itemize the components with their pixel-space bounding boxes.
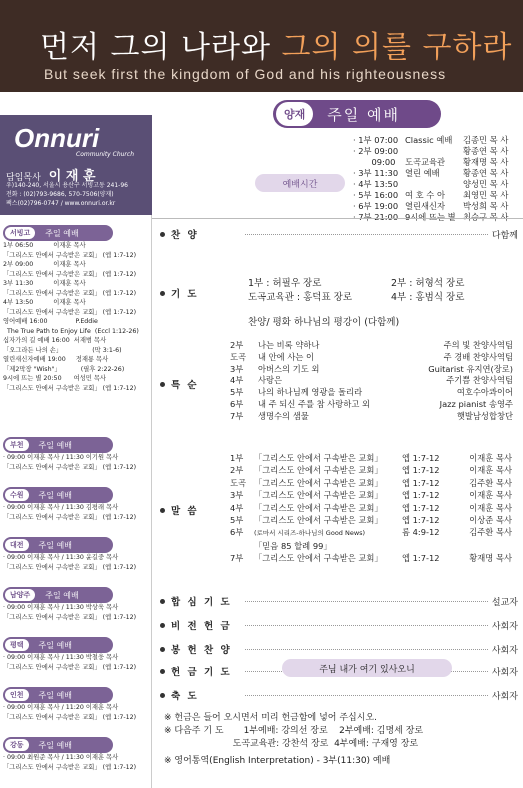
campus-line: 9시에 뜨는 별 20:50 여성민 목사 [3, 375, 106, 382]
campus-name: 평택 [5, 639, 29, 651]
bullet-icon [160, 232, 165, 237]
order-offering-vision: 비 전 헌 금 사회자 [160, 618, 518, 632]
campus-header [3, 225, 113, 241]
service-title: 주일 예배 [327, 105, 400, 124]
campus-header [3, 687, 113, 703]
church-address: 우)140-240, 서울시 용산구 서빙고동 241-96 전화 : (02)793-9686, 570-7506(양재) 팩스(02)796-0747 / www.onnuri.or.kr [6, 182, 128, 207]
campus-line: 3부 11:30 이재훈 목사 [3, 280, 86, 287]
campus-line: 「그리스도 안에서 구속받은 교회」 (엡 1:7-12) [3, 270, 137, 278]
order-prayer: 기 도 [160, 286, 240, 300]
special-row: 7부 생명수의 샘물 햇발남성합창단 [230, 410, 513, 421]
campus-sidebar [0, 115, 152, 788]
banner-title: 먼저 그의 나라와 그의 의를 구하라 [40, 30, 513, 65]
campus-name: 강동 [5, 739, 29, 751]
campus-service-title: 주일 예배 [38, 690, 72, 700]
campus-tag: 양재 [276, 102, 313, 126]
church-brand [0, 115, 152, 215]
church-logo: Onnuri [14, 123, 100, 153]
sermon-row: 7부 「그리스도 안에서 구속받은 교회」 엡 1:7-12 황재명 목사 [230, 553, 512, 564]
sermon-row: 3부 「그리스도 안에서 구속받은 교회」 엡 1:7-12 이재훈 목사 [230, 490, 512, 501]
sermon-row: 2부 「그리스도 안에서 구속받은 교회」 엡 1:7-12 이재훈 목사 [230, 465, 512, 476]
campus-block [3, 487, 149, 522]
campus-service-title: 주일 예배 [38, 440, 72, 450]
special-row: 4부 사랑은 주기쁨 찬양사역팀 [230, 375, 513, 386]
bullet-icon [160, 669, 165, 674]
sermon-row: 1부 「그리스도 안에서 구속받은 교회」 엡 1:7-12 이재훈 목사 [230, 453, 512, 463]
campus-line: 「그리스도 안에서 구속받은 교회」 (엡 1:7-12) [3, 563, 137, 571]
special-music [230, 340, 515, 423]
order-joint-prayer: 합 심 기 도 설교자 [160, 594, 518, 608]
campus-line: 「그리스도 안에서 구속받은 교회」 (엡 1:7-12) [3, 289, 137, 297]
campus-block [3, 637, 149, 672]
campus-line: 「그리스도 안에서 구속받은 교회」 (엡 1:7-12) [3, 308, 137, 316]
campus-service-title: 주일 예배 [45, 590, 79, 600]
campus-line: 「그리스도 안에서 구속받은 교회」 (엡 1:7-12) [3, 463, 137, 471]
special-row: 5부 나의 하나님께 영광을 돌리라 여호수아콰이어 [230, 387, 513, 398]
campus-line: 열린새신자예배 19:00 정재룡 목사 [3, 356, 109, 363]
campus-line: 「그리스도 안에서 구속받은 교회」 (엡 1:7-12) [3, 513, 137, 521]
service-time-row: · 6부 19:00 열린새신자 박성희 목 사 [353, 201, 509, 211]
order-blessing: 축 도 사회자 [160, 688, 518, 702]
campus-line: The True Path to Enjoy Life (Eccl 1:12-26) [3, 327, 139, 335]
campus-service-title: 주일 예배 [38, 490, 72, 500]
notice-next-prayer: ※ 다음주 기 도 1부예배: 강의선 장로 2부예배: 김명세 장로 [164, 726, 424, 736]
service-time-row: · 7부 21:00 9시에 뜨는 별 최승구 목 사 [353, 212, 509, 222]
order-service-hymn: 봉 헌 찬 양 사회자 [160, 642, 518, 656]
bullet-icon [160, 291, 165, 296]
campus-service-title: 주일 예배 [45, 228, 79, 238]
banner-subtitle: But seek first the kingdom of God and his righteousness [44, 66, 447, 82]
campus-line: 1부 06:50 이재훈 목사 [3, 242, 86, 249]
special-row: 6부 내 주 되신 주를 참 사랑하고 외 Jazz pianist 송영주 [230, 398, 513, 409]
campus-header [3, 437, 113, 453]
order-sermon: 말 씀 [160, 503, 240, 517]
campus-line: · 09:00 이재훈 목사 / 11:30 박철웅 목사 [3, 654, 119, 661]
campus-block [3, 587, 149, 622]
prayer-hymn: 찬양/ 평화 하나님의 평강이 (다함께) [248, 317, 400, 328]
campus-line: · 09:00 이재훈 목사 / 11:30 이기원 목사 [3, 454, 119, 461]
campus-line: 「그리스도 안에서 구속받은 교회」 (엡 1:7-12) [3, 384, 137, 392]
campus-name: 인천 [5, 689, 29, 701]
service-time-row: 09:00 도곡교육관 황재명 목 사 [353, 157, 509, 167]
bullet-icon [160, 382, 165, 387]
notice-offering: ※ 헌금은 들어 오시면서 미리 헌금함에 넣어 주십시오. [164, 713, 378, 723]
campus-header [3, 487, 113, 503]
special-row: 도곡 내 안에 사는 이 주 경배 찬양사역팀 [230, 351, 513, 362]
service-times [353, 135, 513, 223]
service-time-row: · 3부 11:30 열린 예배 황종연 목 사 [353, 168, 509, 178]
prayer-leaders: 1부 : 허필우 장로 2부 : 허형석 장로 도곡교육관 : 홍덕표 장로 4부 : 홍범식 장로 [248, 278, 465, 303]
notice-interpretation: ※ 영어통역(English Interpretation) - 3부(11:30) 예배 [164, 756, 391, 766]
campus-block [3, 737, 149, 772]
sermon-row: 도곡 「그리스도 안에서 구속받은 교회」 엡 1:7-12 김주환 목사 [230, 477, 512, 488]
service-time-row: · 5부 16:00 여 호 수 아 최영민 목 사 [353, 190, 509, 200]
campus-service-title: 주일 예배 [38, 740, 72, 750]
campus-block [3, 437, 149, 472]
notice-next-prayer-2: 도곡교육관: 강찬석 장로 4부예배: 구재영 장로 [164, 739, 419, 749]
campus-line: 4부 13:50 이재훈 목사 [3, 299, 86, 306]
order-offering-prayer: 헌 금 기 도 사회자 [160, 664, 518, 678]
campus-line: · 09:00 이재훈 목사 / 11:30 김평래 목사 [3, 504, 119, 511]
bullet-icon [160, 508, 165, 513]
campus-header [3, 587, 113, 603]
campus-line: · 09:00 이재훈 목사 / 11:30 윤길중 목사 [3, 554, 119, 561]
service-times-label: 예배시간 [255, 174, 345, 192]
service-time-row: · 1부 07:00 Classic 예배 김종민 목 사 [353, 135, 509, 145]
special-row: 2부 나는 비록 약하나 주의 빛 찬양사역팀 [230, 340, 513, 350]
campus-line: · 09:00 최원준 목사 / 11:30 이재훈 목사 [3, 754, 119, 761]
campus-line: 「그리스도 안에서 구속받은 교회」 (엡 1:7-12) [3, 613, 137, 621]
sermon-row: 6부 (로마서 시리즈-하나님의 Good News) 롬 4:9-12 김주환 목사 [230, 527, 512, 538]
campus-block [3, 225, 149, 393]
campus-name: 대전 [5, 539, 29, 551]
special-row: 3부 아버스의 기도 외 Guitarist 유지연(장로) [230, 363, 513, 374]
campus-header [3, 637, 113, 653]
campus-line: 2부 09:00 이재훈 목사 [3, 261, 86, 268]
campus-block [3, 537, 149, 572]
campus-line: 「그리스도 안에서 구속받은 교회」 (엡 1:7-12) [3, 713, 137, 721]
service-title-pill [273, 100, 441, 128]
campus-line: 「그리스도 안에서 구속받은 교회」 (엡 1:7-12) [3, 763, 137, 771]
campus-name: 서빙고 [5, 227, 35, 239]
senior-pastor: 담임목사 이 재 훈 [6, 169, 96, 184]
campus-block [3, 687, 149, 722]
sermon-row: 5부 「그리스도 안에서 구속받은 교회」 엡 1:7-12 이상준 목사 [230, 515, 512, 526]
order-special: 특 순 [160, 377, 240, 391]
campus-line: 영어예배 16:00 P.Eddie [3, 318, 98, 325]
sermon-row: 「믿음 85 할례 99」 [254, 540, 332, 551]
offering-hymn-pill: 주님 내가 여기 있사오니 [282, 659, 452, 677]
bullet-icon [160, 647, 165, 652]
order-chant: 찬 양 다함께 [160, 227, 518, 241]
campus-name: 수원 [5, 489, 29, 501]
campus-header [3, 737, 113, 753]
campus-name: 남양주 [5, 589, 35, 601]
notices [164, 712, 423, 768]
service-time-row: · 2부 09:00 황종연 목 사 [353, 146, 509, 156]
bullet-icon [160, 623, 165, 628]
campus-header [3, 537, 113, 553]
sermon-row: 4부 「그리스도 안에서 구속받은 교회」 엡 1:7-12 이재훈 목사 [230, 502, 512, 513]
sermon-list [230, 452, 515, 565]
church-logo-sub: Community Church [76, 151, 134, 158]
campus-line: · 09:00 이재훈 목사 / 11:30 박상욱 목사 [3, 604, 119, 611]
bullet-icon [160, 599, 165, 604]
campus-line: 「오그라든 나의 손」 (막 3:1-6) [3, 346, 122, 354]
campus-service-title: 주일 예배 [38, 540, 72, 550]
divider [152, 218, 523, 219]
campus-line: 「그리스도 안에서 구속받은 교회」 (엡 1:7-12) [3, 663, 137, 671]
bullet-icon [160, 693, 165, 698]
campus-line: · 09:00 이재훈 목사 / 11:20 이재훈 목사 [3, 704, 119, 711]
header-banner [0, 0, 523, 92]
campus-line: 「제2막장 "Wish"」 (필후 2:22-26) [3, 365, 125, 373]
campus-line: 십자가의 길 예배 16:00 서재범 목사 [3, 337, 107, 344]
campus-name: 부천 [5, 439, 29, 451]
campus-line: 「그리스도 안에서 구속받은 교회」 (엡 1:7-12) [3, 251, 137, 259]
campus-service-title: 주일 예배 [38, 640, 72, 650]
service-time-row: · 4부 13:50 양성민 목 사 [353, 179, 509, 189]
